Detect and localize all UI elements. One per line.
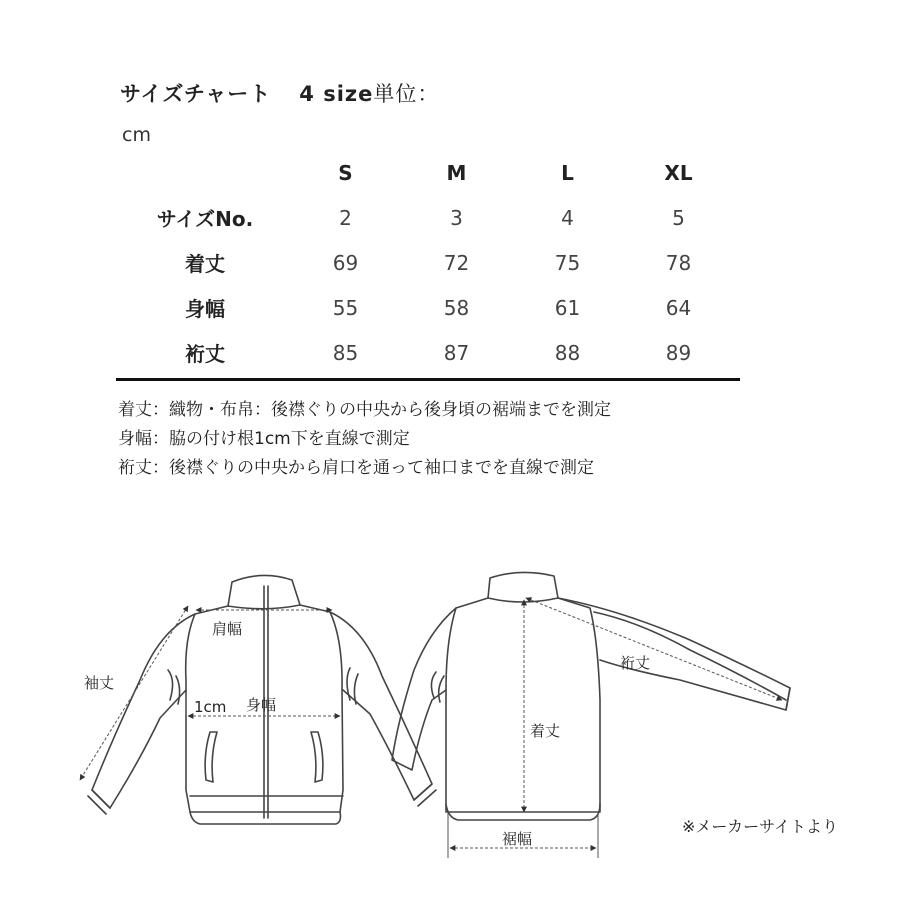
table-cell: 55 xyxy=(332,295,359,320)
note-length: 着丈：織物・布帛：後襟ぐりの中央から後身頃の裾端までを測定 xyxy=(118,400,611,420)
title-text: サイズチャート xyxy=(120,82,272,106)
label-yuki: 裄丈 xyxy=(620,654,651,672)
column-header: M xyxy=(446,160,467,185)
table-cell: 69 xyxy=(332,250,359,275)
table-cell: 85 xyxy=(332,340,359,365)
label-shoulder-width: 肩幅 xyxy=(212,620,243,638)
column-header: XL xyxy=(664,160,693,185)
row-label: 裄丈 xyxy=(185,342,225,366)
column-header: L xyxy=(561,160,574,185)
table-cell: 88 xyxy=(554,340,581,365)
unit-value: cm xyxy=(122,124,151,146)
table-cell: 61 xyxy=(554,295,581,320)
note-body-width: 身幅：脇の付け根1cm下を直線で測定 xyxy=(118,429,410,449)
size-count: 4 size xyxy=(299,82,374,106)
table-cell: 64 xyxy=(665,295,692,320)
table-cell: 89 xyxy=(665,340,692,365)
table-cell: 2 xyxy=(339,205,352,230)
unit-label: 単位： xyxy=(373,82,440,106)
row-label: 着丈 xyxy=(185,252,225,276)
source-note: ※メーカーサイトより xyxy=(682,817,838,836)
yuki-line xyxy=(526,598,782,700)
table-cell: 4 xyxy=(561,205,574,230)
table-cell: 5 xyxy=(672,205,685,230)
column-header: S xyxy=(338,160,353,185)
table-cell: 78 xyxy=(665,250,692,275)
table-cell: 72 xyxy=(443,250,470,275)
label-body-width: 身幅 xyxy=(246,696,277,714)
table-cell: 3 xyxy=(450,205,463,230)
label-hem-width: 裾幅 xyxy=(502,830,533,848)
row-label: サイズNo. xyxy=(156,207,254,231)
label-sleeve-length: 袖丈 xyxy=(84,674,115,692)
table-cell: 87 xyxy=(443,340,470,365)
table-cell: 58 xyxy=(443,295,470,320)
row-label: 身幅 xyxy=(185,297,225,321)
label-length: 着丈 xyxy=(530,722,561,740)
label-one-cm: 1cm xyxy=(194,698,227,716)
back-jacket-outline xyxy=(392,572,790,820)
table-cell: 75 xyxy=(554,250,581,275)
note-yuki: 裄丈：後襟ぐりの中央から肩口を通って袖口までを直線で測定 xyxy=(118,458,594,478)
